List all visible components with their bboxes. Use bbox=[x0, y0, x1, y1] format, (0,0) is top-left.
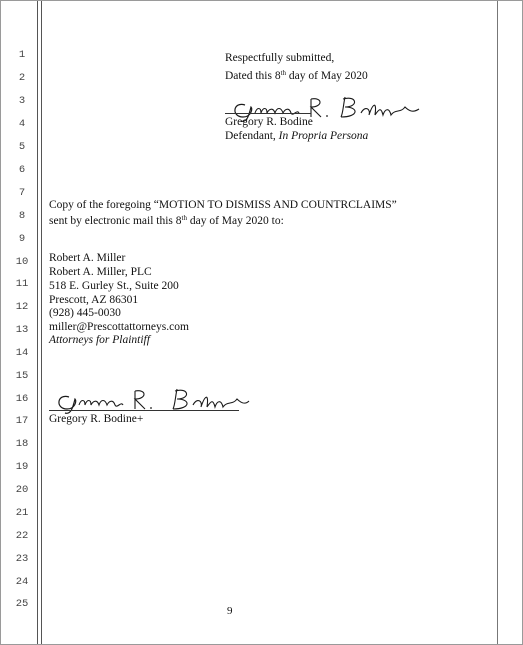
line-number: 23 bbox=[15, 553, 29, 565]
line-number: 18 bbox=[15, 438, 29, 450]
page-number: 9 bbox=[227, 605, 233, 617]
line-number: 8 bbox=[18, 210, 26, 222]
line-number: 4 bbox=[18, 118, 26, 130]
signature-line-bottom bbox=[49, 410, 239, 411]
signature-line bbox=[225, 113, 311, 114]
service-statement-line2: sent by electronic mail this 8th day of May 2020 to: bbox=[49, 214, 284, 227]
line-number: 20 bbox=[15, 484, 29, 496]
recipient-firm: Robert A. Miller, PLC bbox=[49, 266, 152, 278]
line-number: 19 bbox=[15, 461, 29, 473]
line-number: 9 bbox=[18, 233, 26, 245]
left-margin-rule bbox=[37, 1, 38, 644]
recipient-name: Robert A. Miller bbox=[49, 252, 126, 264]
line-number: 2 bbox=[18, 72, 26, 84]
dated-line: Dated this 8th day of May 2020 bbox=[225, 69, 368, 82]
left-margin-rule-inner bbox=[41, 1, 42, 644]
line-number: 24 bbox=[15, 576, 29, 588]
bottom-signer-name: Gregory R. Bodine+ bbox=[49, 413, 144, 425]
recipient-city: Prescott, AZ 86301 bbox=[49, 294, 139, 306]
signer-name: Gregory R. Bodine bbox=[225, 116, 313, 128]
line-number: 1 bbox=[18, 49, 26, 61]
signer-role: Defendant, In Propria Persona bbox=[225, 130, 369, 142]
recipient-email: miller@Prescottattorneys.com bbox=[49, 321, 189, 333]
line-number: 14 bbox=[15, 347, 29, 359]
line-number: 10 bbox=[15, 256, 29, 268]
line-number: 3 bbox=[18, 95, 26, 107]
respectfully-submitted: Respectfully submitted, bbox=[225, 52, 335, 64]
line-number: 15 bbox=[15, 370, 29, 382]
service-statement-line1: Copy of the foregoing “MOTION TO DISMISS AND COUNTRCLAIMS” bbox=[49, 199, 397, 211]
line-number: 5 bbox=[18, 141, 26, 153]
line-number: 16 bbox=[15, 393, 29, 405]
line-number: 22 bbox=[15, 530, 29, 542]
line-number: 13 bbox=[15, 324, 29, 336]
recipient-phone: (928) 445-0030 bbox=[49, 307, 121, 319]
line-number: 12 bbox=[15, 301, 29, 313]
right-margin-rule bbox=[497, 1, 498, 644]
line-number: 11 bbox=[15, 278, 29, 290]
recipient-role: Attorneys for Plaintiff bbox=[49, 334, 150, 346]
line-number: 21 bbox=[15, 507, 29, 519]
line-number: 6 bbox=[18, 164, 26, 176]
line-number: 25 bbox=[15, 598, 29, 610]
line-number: 17 bbox=[15, 415, 29, 427]
recipient-street: 518 E. Gurley St., Suite 200 bbox=[49, 280, 179, 292]
line-number: 7 bbox=[18, 187, 26, 199]
